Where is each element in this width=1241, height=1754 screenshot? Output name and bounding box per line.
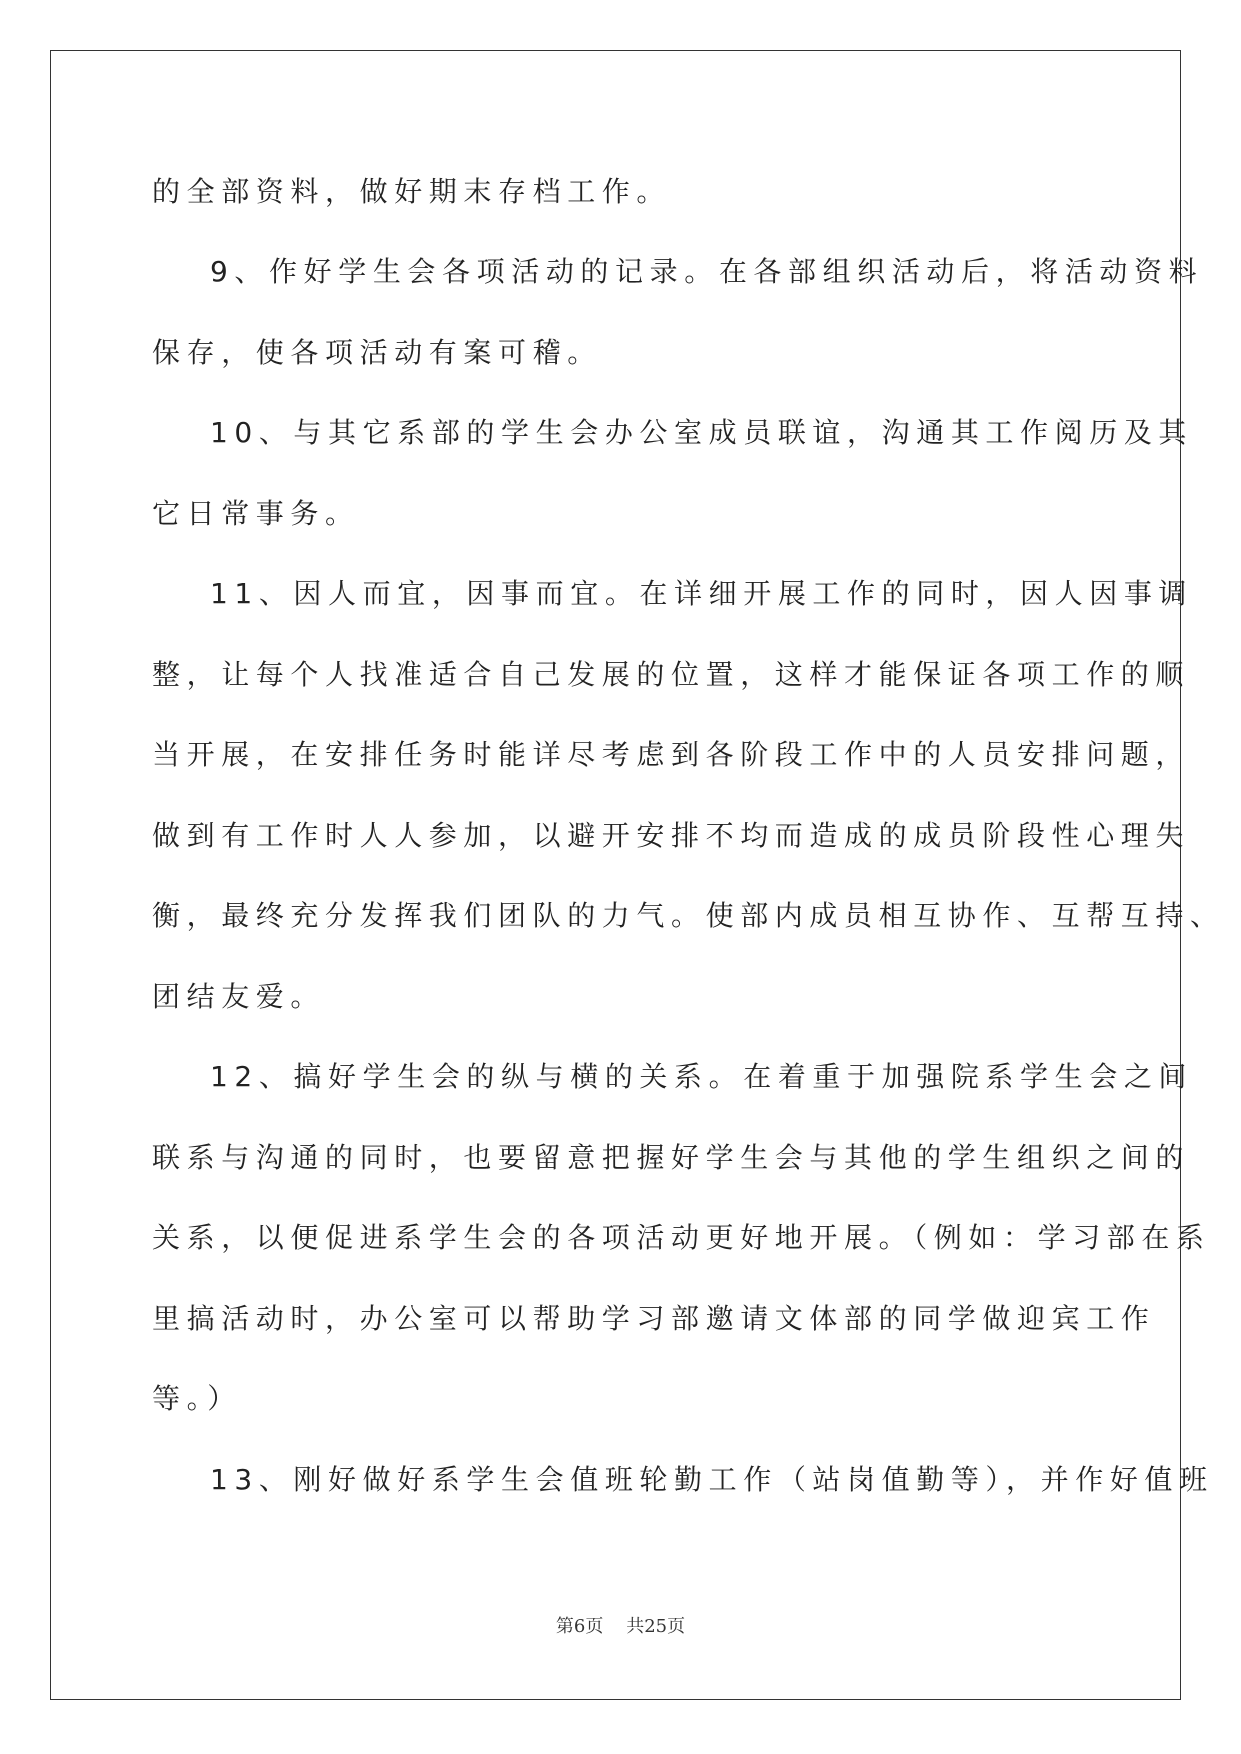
text-line: 保存，使各项活动有案可稽。 <box>152 336 602 369</box>
text-line: 12、搞好学生会的纵与横的关系。在着重于加强院系学生会之间 <box>210 1060 1194 1093</box>
text-line: 9、作好学生会各项活动的记录。在各部组织活动后，将活动资料 <box>210 255 1204 288</box>
text-line: 的全部资料，做好期末存档工作。 <box>152 175 672 208</box>
text-line: 11、因人而宜，因事而宜。在详细开展工作的同时，因人因事调 <box>210 577 1194 610</box>
text-line: 关系，以便促进系学生会的各项活动更好地开展。（例如：学习部在系 <box>152 1221 1211 1254</box>
text-line: 里搞活动时，办公室可以帮助学习部邀请文体部的同学做迎宾工作 <box>152 1302 1156 1335</box>
text-line: 衡，最终充分发挥我们团队的力气。使部内成员相互协作、互帮互持、 <box>152 899 1225 932</box>
text-line: 整，让每个人找准适合自己发展的位置，这样才能保证各项工作的顺 <box>152 658 1191 691</box>
text-line: 13、刚好做好系学生会值班轮勤工作（站岗值勤等），并作好值班 <box>210 1463 1214 1496</box>
text-line: 联系与沟通的同时，也要留意把握好学生会与其他的学生组织之间的 <box>152 1141 1191 1174</box>
text-line: 当开展，在安排任务时能详尽考虑到各阶段工作中的人员安排问题， <box>152 738 1191 771</box>
text-line: 做到有工作时人人参加，以避开安排不均而造成的成员阶段性心理失 <box>152 819 1191 852</box>
text-line: 团结友爱。 <box>152 980 326 1013</box>
text-line: 10、与其它系部的学生会办公室成员联谊，沟通其工作阅历及其 <box>210 416 1194 449</box>
page-number-footer: 第6页 共25页 <box>555 1616 686 1637</box>
text-line: 它日常事务。 <box>152 497 360 530</box>
page-border <box>50 50 1181 1700</box>
text-line: 等。） <box>152 1382 242 1415</box>
